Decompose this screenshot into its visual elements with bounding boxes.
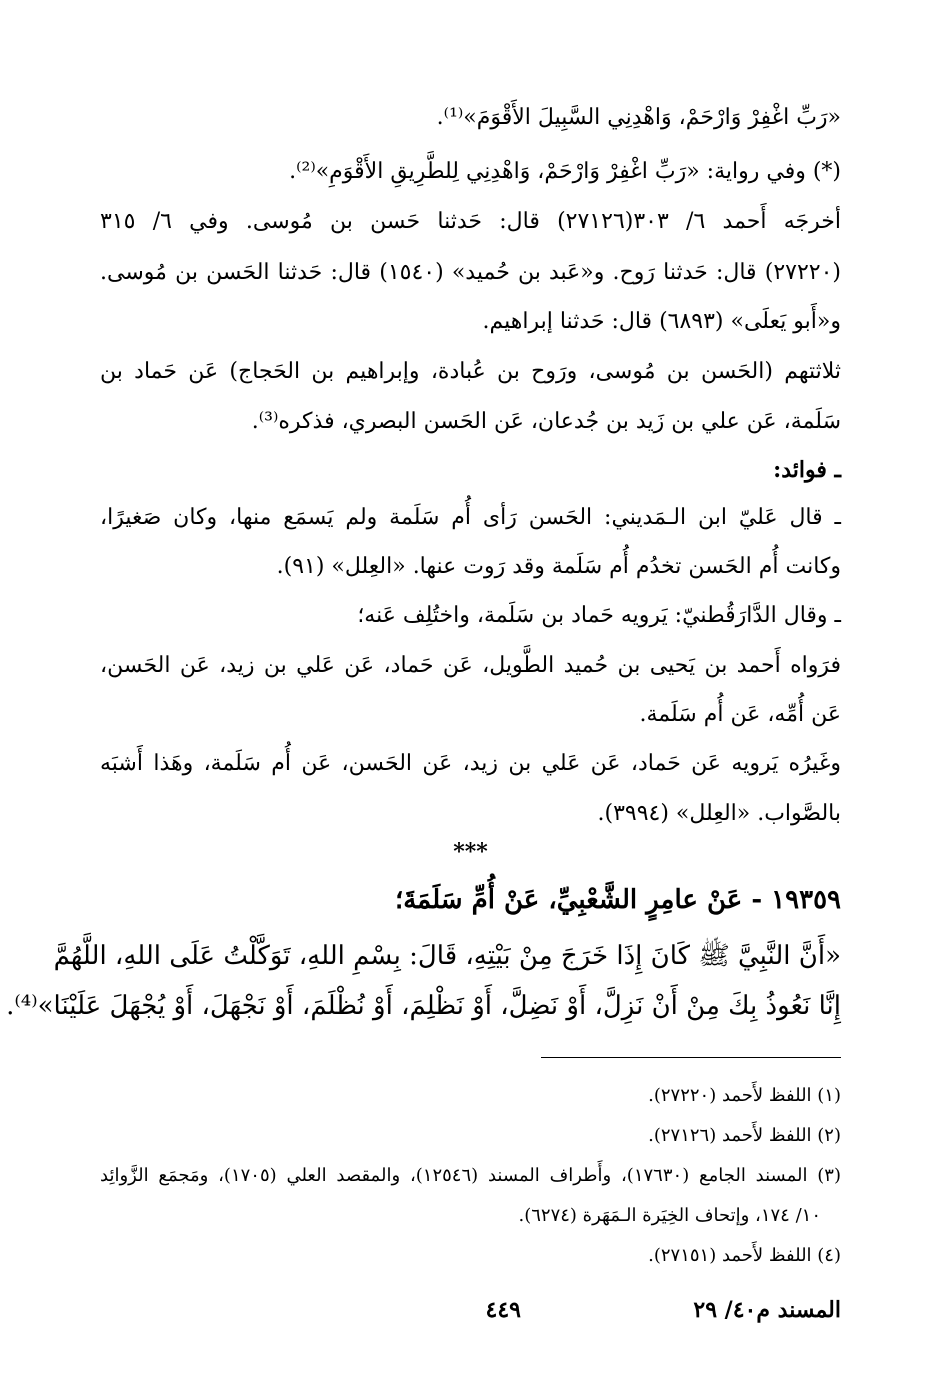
page-number: ٤٤٩ <box>485 1297 521 1323</box>
footnote: (٢) اللفظ لأَحمد (٢٧١٢٦). <box>648 1125 841 1146</box>
footnote: (١) اللفظ لأَحمد (٢٧٢٢٠). <box>648 1085 841 1106</box>
section-heading: ـ فوائد: <box>773 457 841 483</box>
hadith-line: «أَنَّ النَّبِيَّ ﷺ كَانَ إِذَا خَرَجَ مِنْ بَيْتِهِ، قَالَ: بِسْمِ اللهِ، تَوَكَّلْتُ عَلَى اللهِ، اللَّهُمَّ <box>53 941 841 971</box>
footnote-separator <box>541 1057 841 1058</box>
body-line: «رَبِّ اغْفِرْ وَارْحَمْ، وَاهْدِنِي السَّبِيلَ الأَقْوَمَ»⁽¹⁾. <box>436 105 841 130</box>
body-line: عَن أُمِّه، عَن أُم سَلَمة. <box>639 702 841 727</box>
body-line: سَلَمة، عَن علي بن زَيد بن جُدعان، عَن الحَسن البصري، فذكره⁽³⁾. <box>251 409 841 434</box>
body-line: ثلاثتهم (الحَسن بن مُوسى، ورَوح بن عُبادة، وإبراهيم بن الحَجاج) عَن حَماد بن <box>100 359 841 384</box>
body-line: وكانت أُم الحَسن تخدُم أُم سَلَمة وقد رَوت عنها. «العِلل» (٩١). <box>276 554 841 579</box>
footnote: (٤) اللفظ لأَحمد (٢٧١٥١). <box>648 1245 841 1266</box>
body-line: (*) وفي رواية: «رَبِّ اغْفِرْ وَارْحَمْ، وَاهْدِنِي لِلطَّرِيقِ الأَقْوَمِ»⁽²⁾. <box>289 159 841 184</box>
hadith-heading: ١٩٣٥٩ - عَنْ عامِرٍ الشَّعْبِيِّ، عَنْ أُمِّ سَلَمَةَ؛ <box>394 885 841 915</box>
volume-mark: المسند م٤٠/ ٢٩ <box>693 1297 841 1323</box>
footnote-continuation: ١٠/ ١٧٤، وإتحاف الخِيَرة الـمَهَرة (٦٢٧٤). <box>518 1205 821 1226</box>
body-line: (٢٧٢٢٠) قال: حَدثنا رَوح. و«عَبد بن حُميد» (١٥٤٠) قال: حَدثنا الحَسن بن مُوسى. <box>100 260 841 285</box>
body-line: ـ قال عَليّ ابن الـمَديني: الحَسن رَأى أُم سَلَمة ولم يَسمَع منها، وكان صَغيرًا، <box>100 505 841 530</box>
body-line: ـ وقال الدَّارَقُطنيّ: يَرويه حَماد بن سَلَمة، واختُلِف عَنه؛ <box>357 603 841 628</box>
separator-stars: *** <box>453 839 488 865</box>
body-line: فرَواه أَحمد بن يَحيى بن حُميد الطَّويل، عَن حَماد، عَن عَلي بن زيد، عَن الحَسن، <box>100 653 841 678</box>
body-line: أخرجَه أَحمد ٦/ ٣٠٣(٢٧١٢٦) قال: حَدثنا حَسن بن مُوسى. وفي ٦/ ٣١٥ <box>100 209 842 234</box>
body-line: و«أَبو يَعلَى» (٦٨٩٣) قال: حَدثنا إبراهيم. <box>482 309 841 334</box>
body-line: بالصَّواب. «العِلل» (٣٩٩٤). <box>597 801 841 826</box>
hadith-line: إِنَّا نَعُوذُ بِكَ مِنْ أَنْ نَزِلَّ، أَوْ نَضِلَّ، أَوْ نَظْلِمَ، أَوْ نُظْلَمَ، أَوْ نَجْهَلَ، أَوْ يُجْهَلَ عَلَيْنَا»⁽⁴⁾. <box>6 991 841 1021</box>
body-line: وغَيرُه يَرويه عَن حَماد، عَن عَلي بن زيد، عَن الحَسن، عَن أُم سَلَمة، وهَذا أَشبَه <box>100 751 841 776</box>
footnote: (٣) المسند الجامع (١٧٦٣٠)، وأَطراف المسند (١٢٥٤٦)، والمقصد العلي (١٧٠٥)، ومَجمَع الزَّوائِد <box>100 1165 841 1186</box>
